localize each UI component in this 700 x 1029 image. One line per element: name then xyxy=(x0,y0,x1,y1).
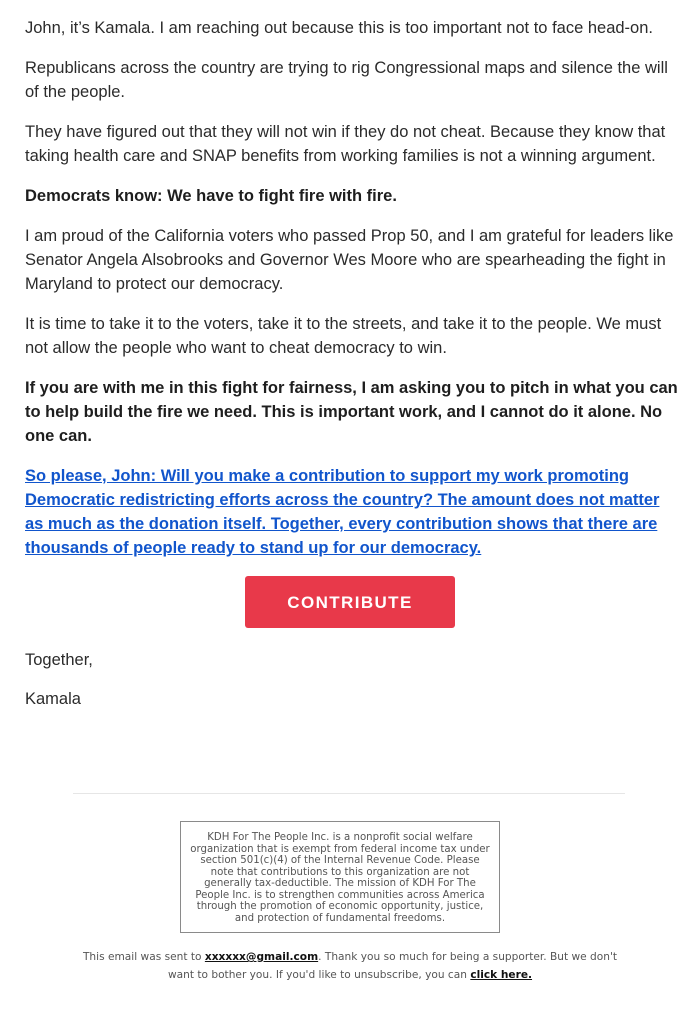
appeal-paragraph: If you are with me in this fight for fairness, I am asking you to pitch in what you can to help build the fire we need. This is important work, and I cannot do it alone. No one can. xyxy=(25,379,678,445)
intro-paragraph: John, it’s Kamala. I am reaching out because this is too important not to face head-on. xyxy=(25,19,653,37)
recipient-email-link[interactable]: xxxxxx@gmail.com xyxy=(204,951,319,963)
contribution-link[interactable]: So please, John: Will you make a contribution to support my work promoting Democratic redistricting efforts across the country? The amount does not matter as much as the donation itself. Together, every contribution shows that there are thousands of people ready to stand up for our democracy. xyxy=(25,467,660,557)
cheat-paragraph: They have figured out that they will not win if they do not cheat. Because they know that taking health care and SNAP benefits from working families is not a winning argument. xyxy=(25,123,666,165)
unsubscribe-link[interactable]: click here. xyxy=(470,969,533,981)
footer-middle-text: . Thank you so much for being a supporter. But we don't want to bother you. If you'd like to unsubscribe, you can xyxy=(167,951,618,981)
contribute-button[interactable]: CONTRIBUTE xyxy=(245,576,455,628)
prop50-paragraph: I am proud of the California voters who passed Prop 50, and I am grateful for leaders like Senator Angela Alsobrooks and Governor Wes Moore who are spearheading the fight in Maryland to protect our democracy. xyxy=(25,227,674,293)
contribute-button-wrapper xyxy=(25,576,675,628)
fight-fire-paragraph: Democrats know: We have to fight fire with fire. xyxy=(25,187,397,205)
footer-divider xyxy=(73,793,625,794)
voters-paragraph: It is time to take it to the voters, take it to the streets, and take it to the people. We must not allow the people who want to cheat democracy to win. xyxy=(25,315,662,357)
legal-disclaimer: KDH For The People Inc. is a nonprofit social welfare organization that is exempt from federal income tax under section 501(c)(4) of the Internal Revenue Code. Please note that contributions to this organization are not generally tax-deductible. The mission of KDH For The People Inc. is to strengthen communities across America through the promotion of economic opportunity, justice, and protection of fundamental freedoms. xyxy=(180,821,500,933)
signature: Kamala xyxy=(25,690,81,708)
sent-to-prefix: This email was sent to xyxy=(82,951,205,963)
republicans-paragraph: Republicans across the country are trying to rig Congressional maps and silence the will of the people. xyxy=(25,59,668,101)
closing-text: Together, xyxy=(25,651,93,669)
email-footer xyxy=(70,948,630,984)
